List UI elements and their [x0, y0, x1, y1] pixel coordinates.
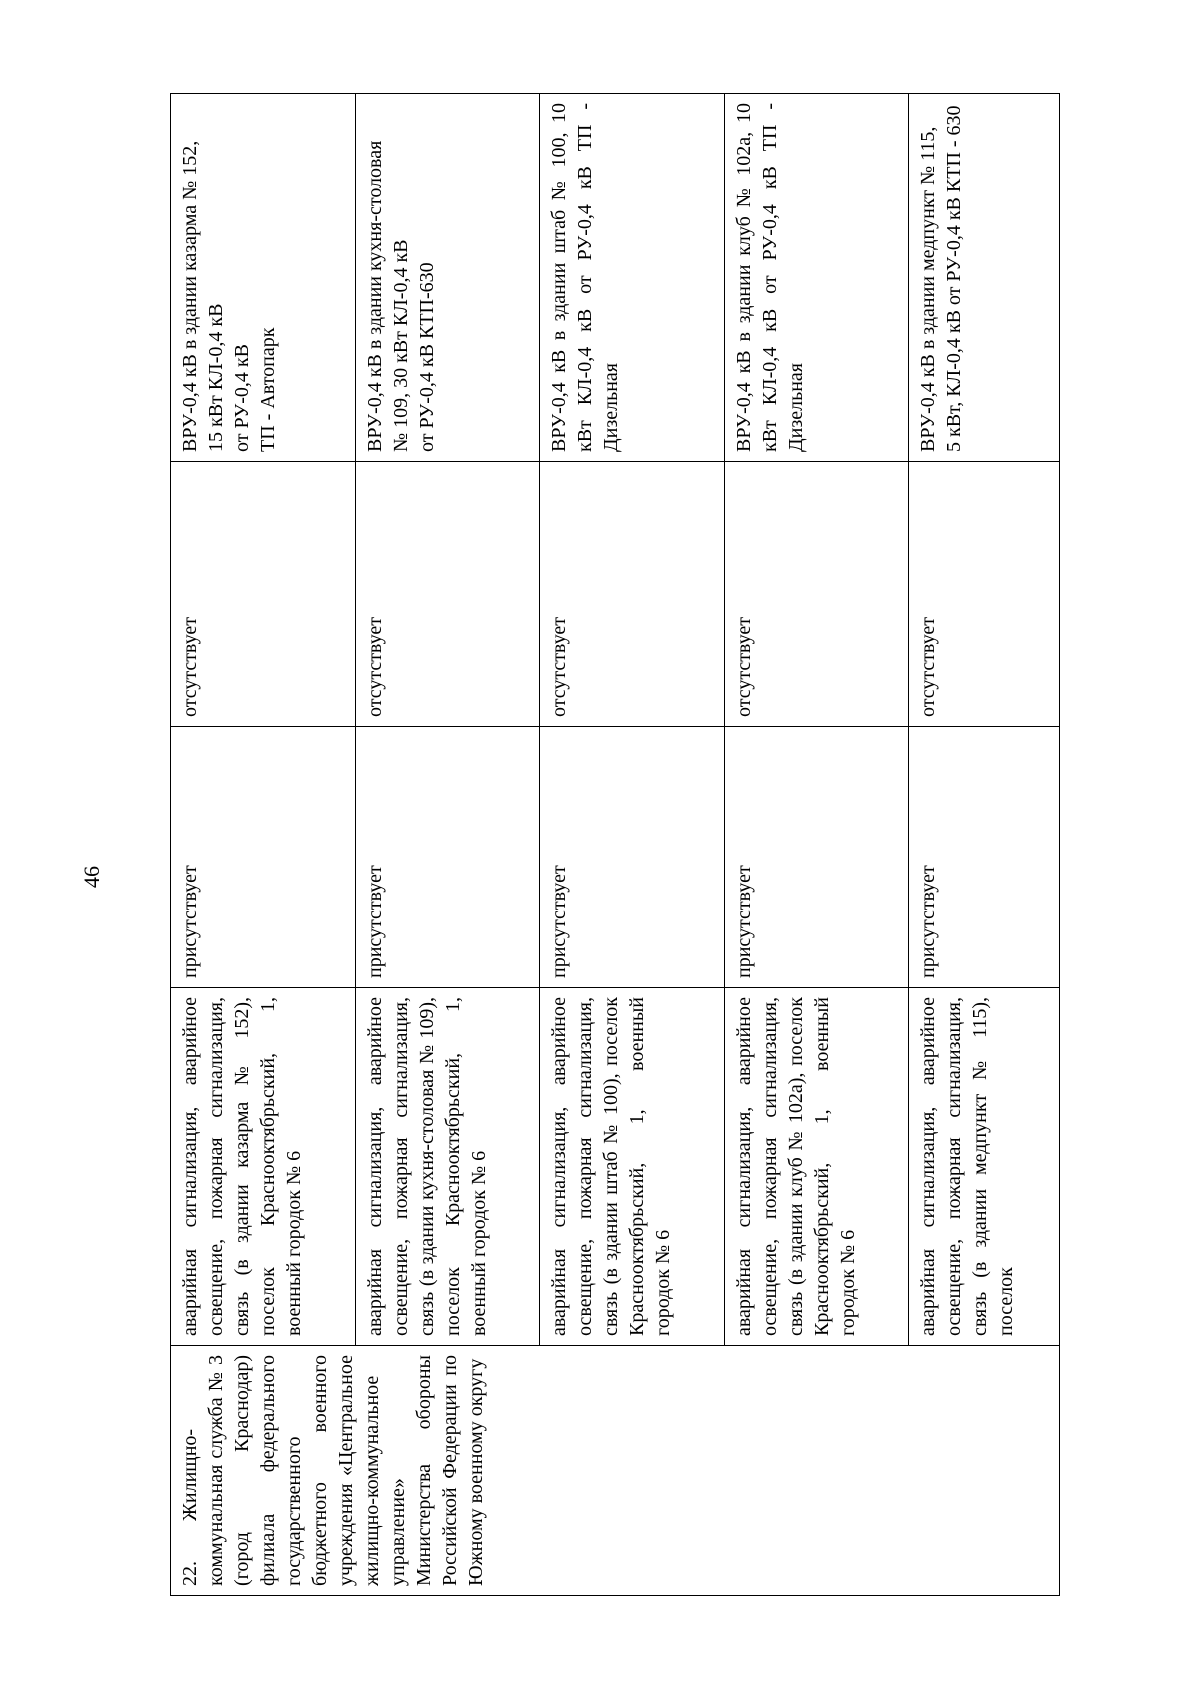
row-number: 22.: [179, 1561, 201, 1586]
supply-line: ВРУ-0,4 кВ в здании клуб № 102а, 10 кВт КЛ-0,4 кВ от РУ-0,4 кВ ТП - Дизельная: [732, 103, 807, 452]
status-absent-cell: отсутствует: [540, 462, 725, 727]
supply-line: ВРУ-0,4 кВ в здании медпункт № 115,: [917, 126, 940, 452]
status-absent-cell: отсутствует: [355, 462, 540, 727]
page-number: 46: [79, 866, 104, 888]
organization-cell: [171, 1346, 1060, 1596]
systems-cell: аварийная сигнализация, аварийное освещение, пожарная сигнализация, связь (в здании казарма № 152), поселок Краснооктябрьский, 1, военный городок № 6: [171, 988, 356, 1346]
organization-name: Жилищно-коммунальная служба № 3 (город Краснодар) филиала федерального государственного бюджетного военного учреждения «Центральное жилищно-коммунальное управление» Министерства обороны Российской Федерации по Южному военному округу: [179, 1355, 487, 1586]
table-row: [171, 94, 356, 1596]
status-present-cell: присутствует: [724, 727, 909, 988]
supply-line: 5 кВт, КЛ-0,4 кВ от РУ-0,4 кВ КТП - 630: [943, 105, 966, 452]
supply-line: ВРУ-0,4 кВ в здании кухня-столовая: [363, 140, 386, 452]
status-present-cell: присутствует: [171, 727, 356, 988]
supply-line: от РУ-0,4 кВ: [231, 344, 253, 452]
systems-cell: аварийная сигнализация, аварийное освещение, пожарная сигнализация, связь (в здании медпункт № 115), поселок: [909, 988, 1060, 1346]
power-supply-cell: [909, 94, 1060, 462]
infrastructure-table: [170, 93, 1060, 1596]
power-supply-cell: [171, 94, 356, 462]
systems-cell: аварийная сигнализация, аварийное освещение, пожарная сигнализация, связь (в здании кухня-столовая № 109), поселок Краснооктябрьский, 1, военный городок № 6: [355, 988, 540, 1346]
status-absent-cell: отсутствует: [909, 462, 1060, 727]
status-present-cell: присутствует: [909, 727, 1060, 988]
supply-line: ТП - Автопарк: [257, 327, 279, 452]
supply-line: № 109, 30 кВт КЛ-0,4 кВ: [389, 239, 412, 452]
status-absent-cell: отсутствует: [724, 462, 909, 727]
supply-line: 15 кВт КЛ-0,4 кВ: [205, 303, 227, 452]
power-supply-cell: [540, 94, 725, 462]
systems-cell: аварийная сигнализация, аварийное освещение, пожарная сигнализация, связь (в здании клуб № 102а), поселок Краснооктябрьский, 1, военный городок № 6: [724, 988, 909, 1346]
systems-cell: аварийная сигнализация, аварийное освещение, пожарная сигнализация, связь (в здании штаб № 100), поселок Краснооктябрьский, 1, военный городок № 6: [540, 988, 725, 1346]
power-supply-cell: [355, 94, 540, 462]
supply-line: от РУ-0,4 кВ КТП-630: [415, 262, 438, 452]
status-present-cell: присутствует: [355, 727, 540, 988]
rotated-table-container: [170, 94, 1060, 1596]
status-present-cell: присутствует: [540, 727, 725, 988]
status-absent-cell: отсутствует: [171, 462, 356, 727]
supply-line: ВРУ-0,4 кВ в здании штаб № 100, 10 кВт КЛ-0,4 кВ от РУ-0,4 кВ ТП - Дизельная: [548, 103, 623, 452]
supply-line: ВРУ-0,4 кВ в здании казарма № 152,: [179, 140, 201, 452]
power-supply-cell: [724, 94, 909, 462]
